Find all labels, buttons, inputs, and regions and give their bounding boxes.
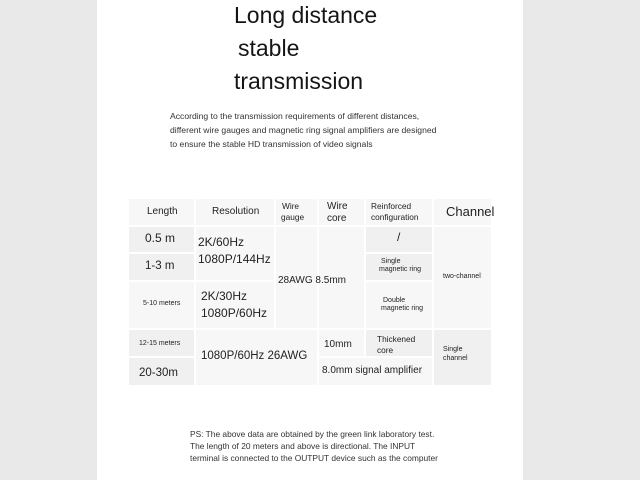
channel-single-line-1: Single <box>443 346 463 353</box>
header-resolution: Resolution <box>212 206 260 217</box>
reinforced-double-line-1: Double <box>383 297 406 304</box>
channel-single-line-2: channel <box>443 355 468 362</box>
length-0-5m: 0.5 m <box>145 231 176 245</box>
reinforced-single-line-2: magnetic ring <box>379 266 422 273</box>
title-line-3: transmission <box>234 68 364 94</box>
resolution-2k60: 2K/60Hz <box>198 235 245 249</box>
signal-amplifier: 8.0mm signal amplifier <box>322 365 423 376</box>
title-line-1: Long distance <box>234 2 378 28</box>
intro-paragraph <box>170 109 470 151</box>
ps-line-2: The length of 20 meters and above is directional. The INPUT <box>190 441 416 451</box>
resolution-1080p60: 1080P/60Hz <box>201 306 268 320</box>
resolution-1080p60-26awg: 1080P/60Hz 26AWG <box>201 350 308 362</box>
header-channel: Channel <box>446 204 495 219</box>
length-1-3m: 1-3 m <box>145 260 175 272</box>
ps-line-1: PS: The above data are obtained by the green link laboratory test. <box>190 429 435 439</box>
reinforced-double-line-2: magnetic ring <box>381 305 424 312</box>
header-wire-gauge-line-2: gauge <box>281 212 305 222</box>
core-10mm: 10mm <box>324 339 352 350</box>
reinforced-single-line-1: Single <box>381 258 401 265</box>
resolution-1080p144: 1080P/144Hz <box>198 252 271 266</box>
resolution-2k30: 2K/30Hz <box>201 289 248 303</box>
gauge-core-28awg: 28AWG 8.5mm <box>278 275 346 286</box>
header-wire-gauge-line-1: Wire <box>282 201 300 211</box>
header-reinforced-line-2: configuration <box>371 212 419 222</box>
intro-line-1: According to the transmission requirements of different distances, <box>170 111 420 121</box>
intro-line-2: different wire gauges and magnetic ring signal amplifiers are designed <box>170 125 437 135</box>
title-line-2: stable <box>238 35 300 61</box>
ps-line-3: terminal is connected to the OUTPUT device such as the computer <box>190 453 438 463</box>
intro-line-3: to ensure the stable HD transmission of video signals <box>170 139 373 149</box>
length-12-15m: 12-15 meters <box>139 340 181 347</box>
reinforced-thick-line-2: core <box>377 345 394 355</box>
header-reinforced-line-1: Reinforced <box>371 201 412 211</box>
ps-note <box>190 428 490 464</box>
length-5-10m: 5-10 meters <box>143 300 181 307</box>
channel-two: two-channel <box>443 273 481 280</box>
reinforced-none: / <box>397 230 401 244</box>
reinforced-thick-line-1: Thickened <box>377 334 416 344</box>
header-length: Length <box>147 206 178 217</box>
header-wire-core-line-1: Wire <box>327 201 348 212</box>
length-20-30m: 20-30m <box>139 367 178 379</box>
header-wire-core-line-2: core <box>327 213 347 224</box>
